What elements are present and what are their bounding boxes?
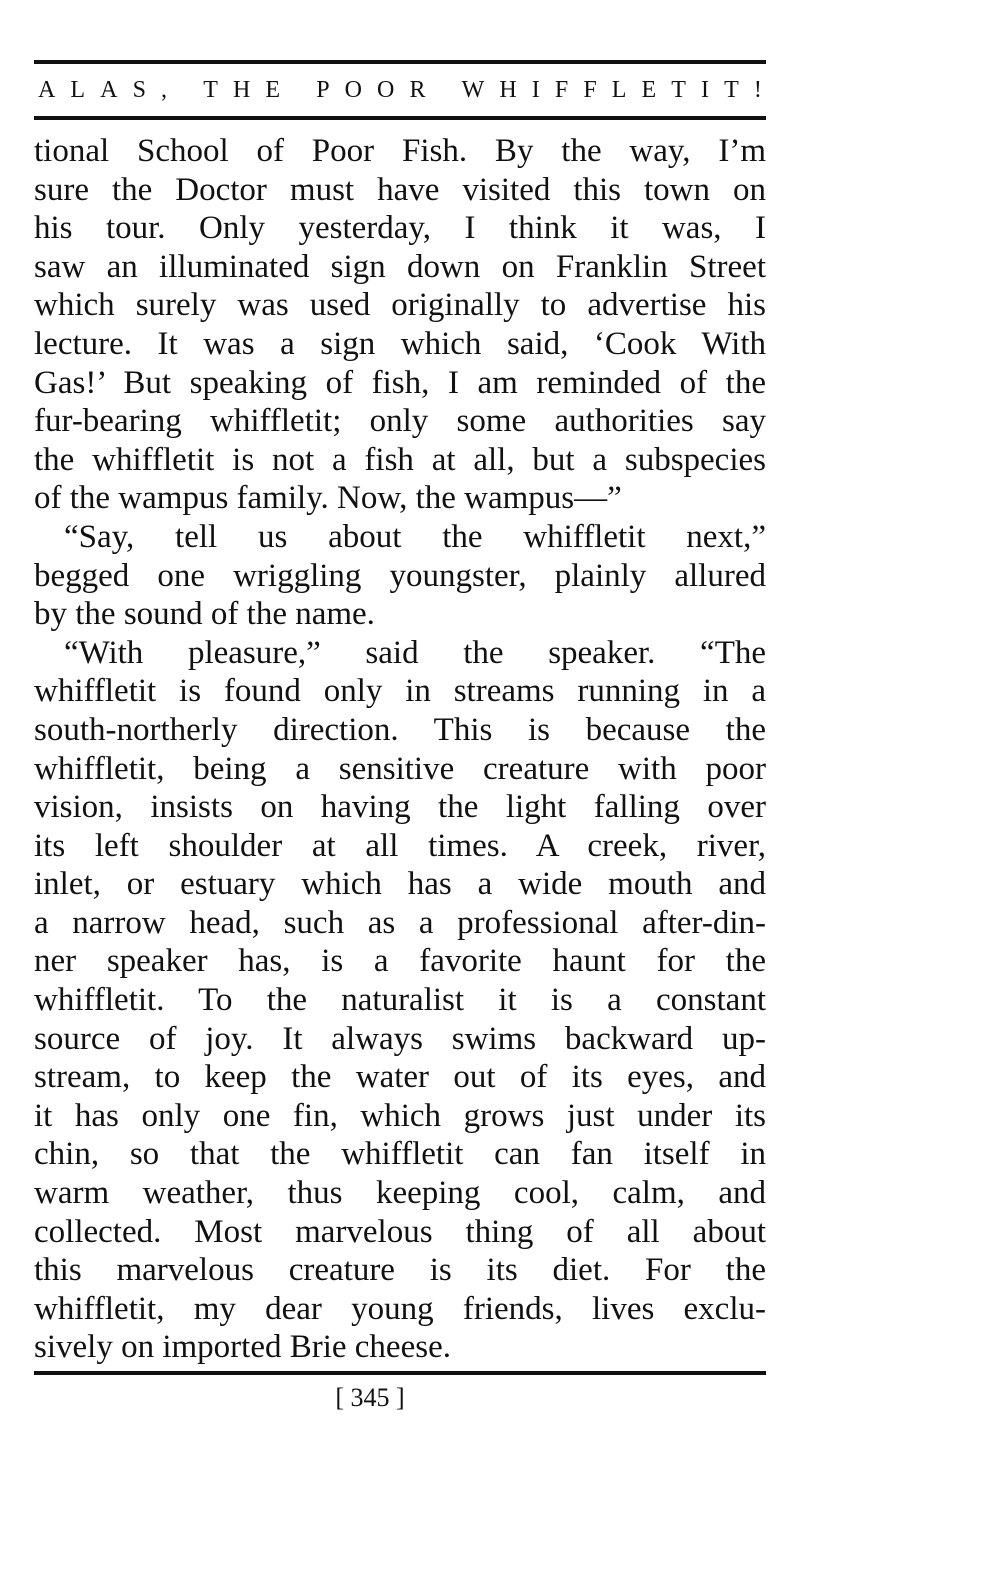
running-head-text: [34, 77, 766, 104]
text-line: sure the Doctor must have visited this town on: [34, 171, 766, 208]
text-line: it has only one fin, which grows just under its: [34, 1097, 766, 1134]
running-head-letter: H: [499, 76, 517, 103]
text-line: whiffletit, being a sensitive creature with poor: [34, 750, 766, 787]
running-head-letter: T: [203, 76, 218, 103]
running-head-letter: T: [671, 76, 686, 103]
text-line: “Say, tell us about the whiffletit next,”: [64, 518, 766, 555]
text-line: stream, to keep the water out of its eyes, and: [34, 1059, 766, 1096]
bottom-rule: [34, 1371, 766, 1375]
running-head-letter: [441, 77, 447, 104]
running-head-letter: F: [554, 76, 569, 103]
text-line: inlet, or estuary which has a wide mouth and: [34, 866, 766, 903]
running-head-letter: H: [232, 76, 251, 103]
running-head-letter: E: [641, 76, 657, 103]
running-head-letter: I: [531, 76, 540, 103]
text-line: fur-bearing whiffletit; only some authorities say: [34, 403, 766, 440]
running-head-letter: F: [583, 76, 597, 103]
running-head-letter: S: [132, 76, 146, 103]
running-head-letter: ,: [161, 76, 168, 103]
text-line: chin, so that the whiffletit can fan itself in: [34, 1136, 766, 1173]
text-line: a narrow head, such as a professional after-din-: [34, 904, 766, 941]
text-line: collected. Most marvelous thing of all about: [34, 1213, 766, 1250]
text-line: saw an illuminated sign down on Franklin Street: [34, 248, 766, 285]
text-line: begged one wriggling youngster, plainly allured: [34, 557, 766, 594]
text-line: whiffletit. To the naturalist it is a constant: [34, 982, 766, 1019]
text-line: by the sound of the name.: [34, 596, 375, 633]
text-line: south-northerly direction. This is because the: [34, 711, 766, 748]
head-rule: [34, 116, 766, 120]
running-head-letter: A: [100, 76, 118, 103]
text-line: source of joy. It always swims backward up-: [34, 1020, 766, 1057]
running-head-letter: [295, 77, 301, 104]
text-line: sively on imported Brie cheese.: [34, 1329, 451, 1366]
running-head: [34, 64, 766, 116]
running-head-letter: O: [344, 76, 362, 103]
text-line: ner speaker has, is a favorite haunt for the: [34, 943, 766, 980]
book-page: [34, 60, 766, 1413]
page-number: [ 345 ]: [335, 1383, 405, 1412]
text-line: its left shoulder at all times. A creek, river,: [34, 827, 766, 864]
text-line: warm weather, thus keeping cool, calm, and: [34, 1175, 766, 1212]
text-line: of the wampus family. Now, the wampus—”: [34, 480, 622, 517]
running-head-letter: E: [265, 76, 281, 103]
text-line: “With pleasure,” said the speaker. “The: [64, 634, 766, 671]
running-head-letter: L: [611, 76, 627, 103]
running-head-letter: T: [724, 76, 739, 103]
text-line: vision, insists on having the light falling over: [34, 789, 766, 826]
running-head-letter: !: [753, 76, 762, 103]
running-head-letter: I: [701, 76, 709, 103]
text-line: which surely was used originally to advertise his: [34, 287, 766, 324]
text-line: tional School of Poor Fish. By the way, I’m: [34, 133, 766, 169]
text-line: whiffletit is found only in streams running in a: [34, 673, 766, 710]
text-line: this marvelous creature is its diet. For the: [34, 1252, 766, 1289]
body-text: [34, 132, 766, 1367]
text-line: Gas!’ But speaking of fish, I am reminded of the: [34, 364, 766, 401]
running-head-letter: P: [316, 76, 330, 103]
running-head-letter: A: [38, 76, 56, 103]
running-head-letter: O: [377, 76, 395, 103]
text-line: his tour. Only yesterday, I think it was, I: [34, 210, 766, 247]
text-line: lecture. It was a sign which said, ‘Cook With: [34, 325, 766, 362]
running-head-letter: [182, 77, 188, 104]
text-line: whiffletit, my dear young friends, lives exclu-: [34, 1290, 766, 1327]
running-head-letter: L: [70, 76, 86, 103]
running-head-letter: W: [461, 76, 485, 103]
text-line: the whiffletit is not a fish at all, but a subspecies: [34, 441, 766, 478]
running-head-letter: R: [409, 76, 426, 103]
